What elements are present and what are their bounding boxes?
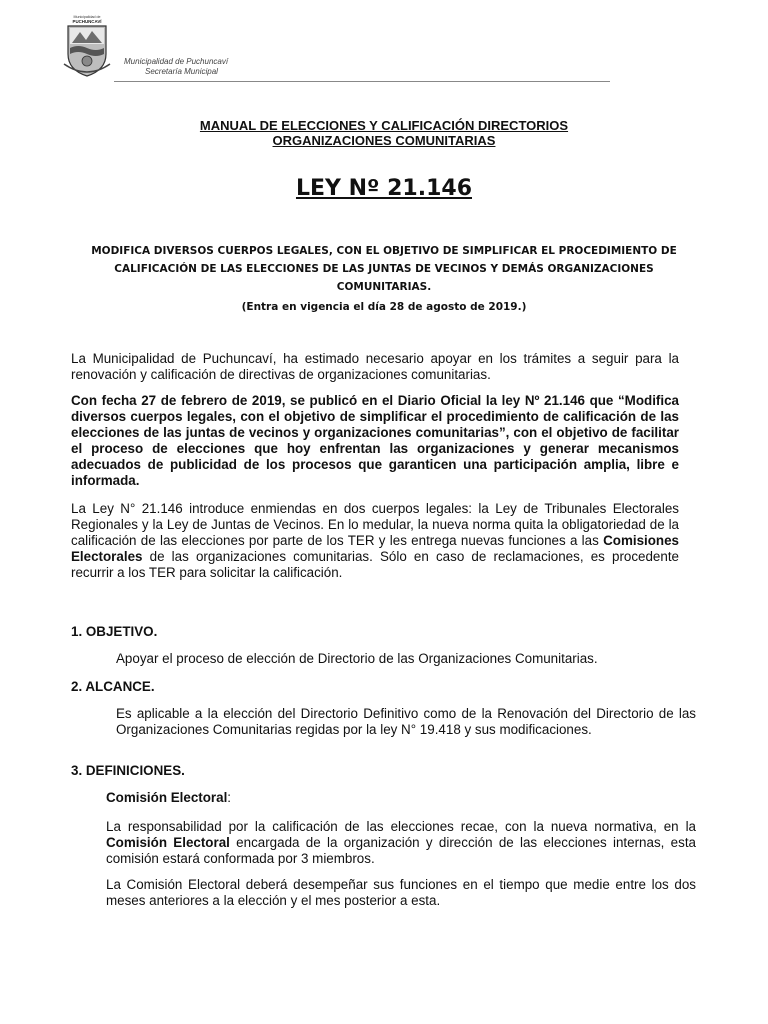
section-objetivo-heading: 1. OBJETIVO. bbox=[71, 624, 158, 639]
manual-title bbox=[0, 118, 768, 148]
org-unit: Secretaría Municipal bbox=[145, 67, 218, 76]
intro-paragraph: La Municipalidad de Puchuncaví, ha estimado necesario apoyar en los trámites a seguir para la renovación y calificación de directivas de organizaciones comunitarias. bbox=[71, 351, 679, 382]
section-objetivo-text: Apoyar el proceso de elección de Directorio de las Organizaciones Comunitarias. bbox=[116, 651, 598, 666]
org-name: Municipalidad de Puchuncaví bbox=[124, 57, 229, 66]
manual-title-line2: ORGANIZACIONES COMUNITARIAS bbox=[272, 133, 496, 148]
definition-term bbox=[106, 790, 696, 806]
definition-paragraph-2: La Comisión Electoral deberá desempeñar sus funciones en el tiempo que medie entre los dos meses anteriores a la elección y el mes posterior a esta. bbox=[106, 877, 696, 908]
section-definiciones-heading: 3. DEFINICIONES. bbox=[71, 763, 185, 778]
header-divider bbox=[114, 81, 610, 82]
definition-term-colon: : bbox=[227, 790, 232, 805]
municipality-crest-logo bbox=[62, 14, 112, 78]
section-alcance-heading: 2. ALCANCE. bbox=[71, 679, 155, 694]
section-alcance-text: Es aplicable a la elección del Directorio Definitivo como de la Renovación del Directorio de las Organizaciones Comunitarias regidas por la ley N° 19.418 y sus modificaciones. bbox=[116, 706, 696, 737]
vigencia-note: (Entra en vigencia el día 28 de agosto de 2019.) bbox=[241, 301, 527, 313]
definition-p1-bold-term: Comisión Electoral bbox=[106, 835, 230, 850]
svg-text:Municipalidad de: Municipalidad de bbox=[73, 15, 101, 19]
law-summary-text-a: La Ley N° 21.146 introduce enmiendas en dos cuerpos legales: la Ley de Tribunales Electorales Regionales y la Ley de Juntas de Vecinos. En lo medular, la nueva norma quita la obligatoriedad de la calificación de las elecciones por parte de los TER y les entrega nuevas funciones a las bbox=[71, 501, 679, 548]
definition-p1-text-b: encargada de la organización y dirección de las elecciones internas, esta comisión estará conformada por 3 miembros. bbox=[106, 835, 696, 866]
law-summary-bold-term: Comisiones Electorales bbox=[71, 533, 679, 564]
definition-term-label: Comisión Electoral bbox=[106, 790, 228, 805]
law-subtitle: MODIFICA DIVERSOS CUERPOS LEGALES, CON EL OBJETIVO DE SIMPLIFICAR EL PROCEDIMIENTO DE CALIFICACIÓN DE LAS ELECCIONES DE LAS JUNTAS DE VECINOS Y DEMÁS ORGANIZACIONES COMUNITARIAS. bbox=[91, 245, 677, 293]
publication-paragraph: Con fecha 27 de febrero de 2019, se publicó en el Diario Oficial la ley Nº 21.146 que “Modifica diversos cuerpos legales, con el objetivo de simplificar el procedimiento de calificación de las elecciones de las juntas de vecinos y organizaciones comunitarias”, con el objetivo de facilitar el proceso de elecciones que hoy enfrentan las organizaciones y generar mecanismos adecuados de publicidad de los procesos que garanticen una participación amplia, libre e informada. bbox=[71, 393, 679, 488]
law-summary-paragraph bbox=[71, 501, 679, 581]
law-summary-text-b: de las organizaciones comunitarias. Sólo en caso de reclamaciones, es procedente recurrir a los TER para solicitar la calificación. bbox=[71, 549, 679, 580]
definition-paragraph-1 bbox=[106, 819, 696, 867]
manual-title-line1: MANUAL DE ELECCIONES Y CALIFICACIÓN DIRECTORIOS bbox=[199, 118, 569, 133]
definition-p1-text-a: La responsabilidad por la calificación de las elecciones recae, con la nueva normativa, en la bbox=[106, 819, 696, 834]
law-title: LEY Nº 21.146 bbox=[295, 176, 472, 201]
svg-text:PUCHUNCAVÍ: PUCHUNCAVÍ bbox=[72, 19, 102, 24]
